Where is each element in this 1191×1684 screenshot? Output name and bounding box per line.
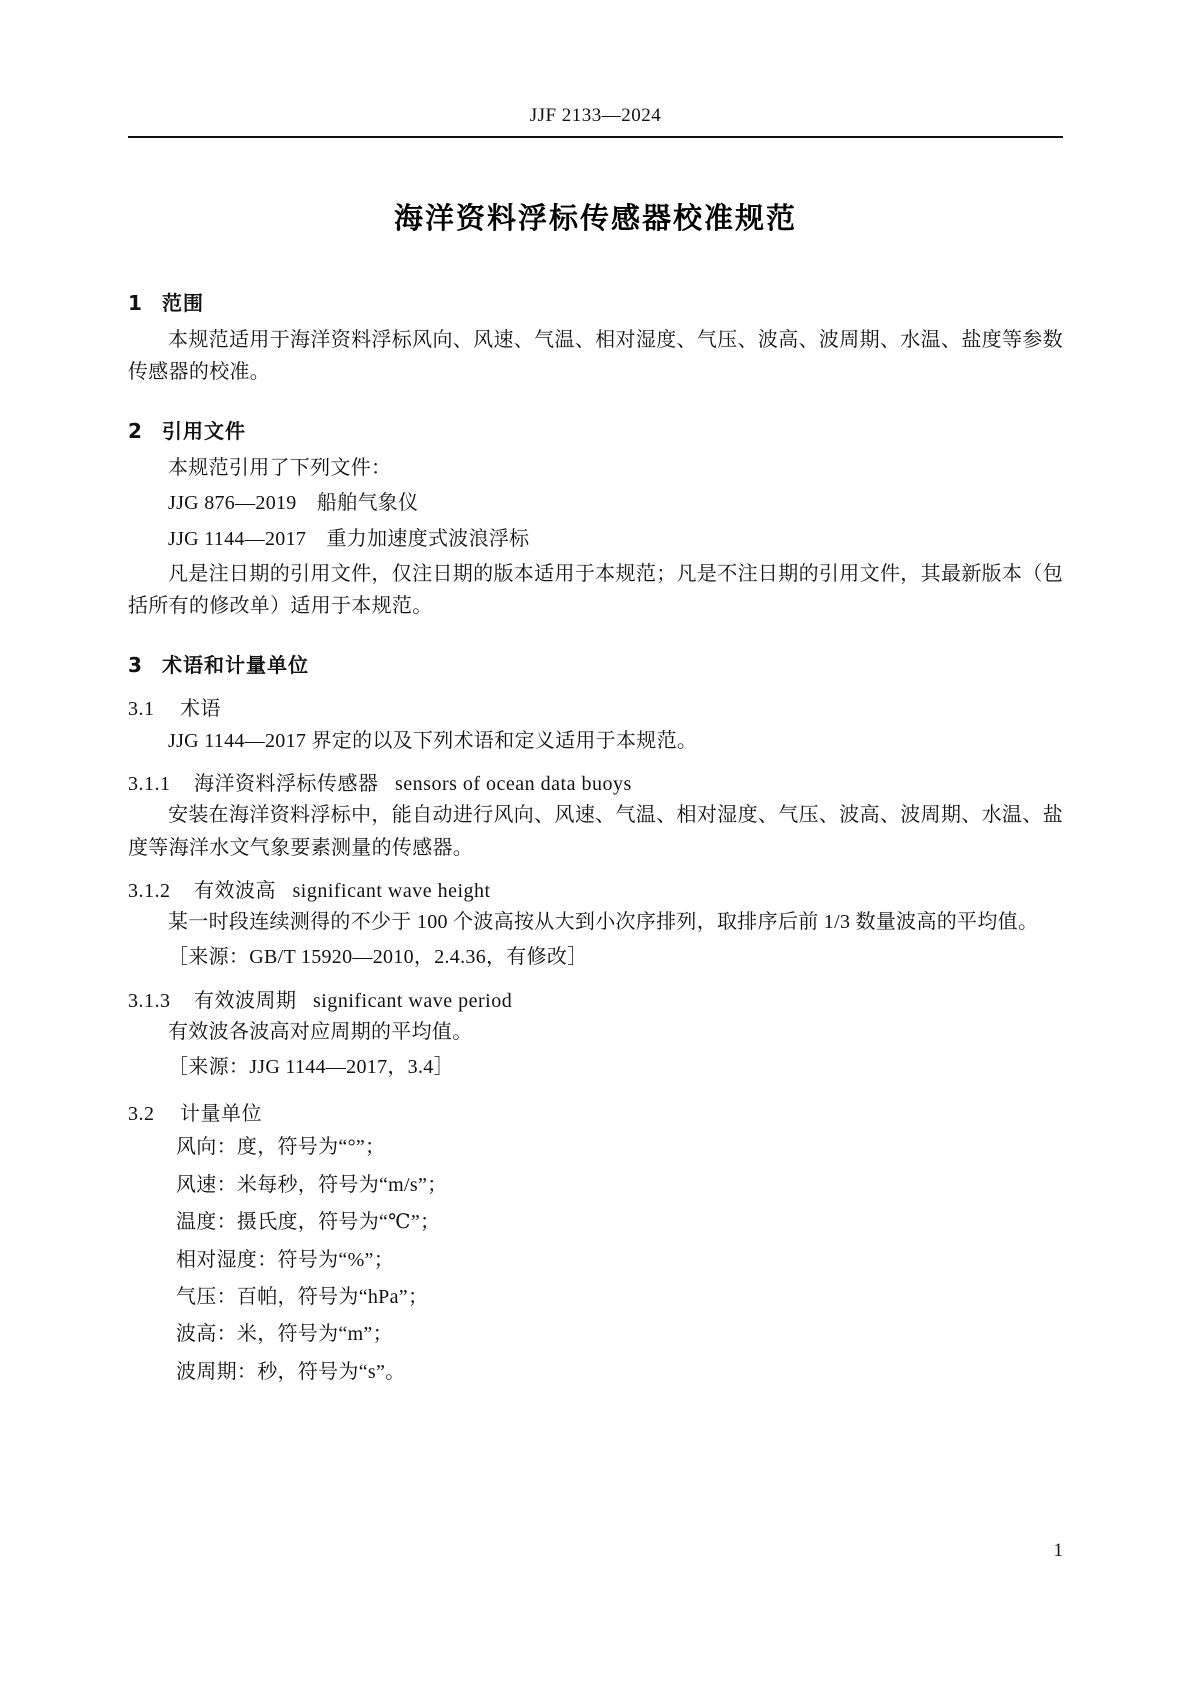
subsection-number-3-1: 3.1 bbox=[128, 697, 155, 720]
subsection-3-1-1-paragraph: 安装在海洋资料浮标中，能自动进行风向、风速、气温、相对湿度、气压、波高、波周期、水温、盐度等海洋水文气象要素测量的传感器。 bbox=[128, 804, 1063, 859]
page-number: 1 bbox=[1053, 1540, 1063, 1561]
section-number-2: 2 bbox=[128, 418, 143, 443]
term-cn-3-1-2: 有效波高 bbox=[194, 879, 276, 902]
unit-item-temperature: 温度：摄氏度，符号为“℃”； bbox=[176, 1211, 441, 1234]
unit-item-wave-height: 波高：米，符号为“m”； bbox=[176, 1323, 393, 1346]
term-cn-3-1-1: 海洋资料浮标传感器 bbox=[194, 773, 379, 796]
section-number-1: 1 bbox=[128, 291, 143, 315]
term-en-3-1-2: significant wave height bbox=[292, 879, 491, 902]
subsection-heading-3-1-1 bbox=[128, 767, 1063, 796]
unit-item-wind-direction: 风向：度，符号为“°”； bbox=[176, 1136, 386, 1159]
subsection-title-3-2: 计量单位 bbox=[180, 1103, 262, 1126]
reference-item-1: JJG 876—2019 船舶气象仪 bbox=[168, 492, 419, 515]
section-heading-3 bbox=[128, 649, 1063, 678]
section-number-3: 3 bbox=[128, 652, 143, 677]
term-cn-3-1-3: 有效波周期 bbox=[194, 989, 297, 1012]
subsection-number-3-1-2: 3.1.2 bbox=[128, 879, 171, 902]
subsection-3-1-3-paragraph: 有效波各波高对应周期的平均值。 bbox=[168, 1020, 473, 1043]
section-heading-2 bbox=[128, 415, 1063, 444]
unit-item-wind-speed: 风速：米每秒，符号为“m/s”； bbox=[176, 1173, 448, 1196]
subsection-number-3-2: 3.2 bbox=[128, 1103, 155, 1126]
subsection-3-1-2-source: ［来源：GB/T 15920—2010，2.4.36，有修改］ bbox=[168, 946, 588, 969]
section-title-3: 术语和计量单位 bbox=[162, 652, 309, 677]
unit-item-wave-period: 波周期：秒，符号为“s”。 bbox=[176, 1360, 406, 1383]
subsection-3-1-3-source: ［来源：JJG 1144—2017，3.4］ bbox=[168, 1056, 454, 1079]
section-title-1: 范围 bbox=[162, 291, 204, 315]
subsection-heading-3-1 bbox=[128, 692, 1063, 721]
page-header: JJF 2133—2024 bbox=[529, 105, 662, 126]
subsection-3-1-2-paragraph: 某一时段连续测得的不少于 100 个波高按从大到小次序排列，取排序后前 1/3 数量波高的平均值。 bbox=[168, 910, 1039, 933]
term-en-3-1-3: significant wave period bbox=[313, 989, 513, 1012]
section-2-paragraph-1: 本规范引用了下列文件： bbox=[168, 456, 392, 479]
subsection-heading-3-1-2 bbox=[128, 874, 1063, 903]
subsection-title-3-1: 术语 bbox=[180, 697, 221, 720]
section-title-2: 引用文件 bbox=[162, 418, 246, 443]
subsection-3-1-paragraph: JJG 1144—2017 界定的以及下列术语和定义适用于本规范。 bbox=[168, 729, 698, 752]
subsection-heading-3-2 bbox=[128, 1097, 1063, 1126]
subsection-number-3-1-1: 3.1.1 bbox=[128, 773, 171, 796]
term-en-3-1-1: sensors of ocean data buoys bbox=[395, 773, 632, 796]
subsection-number-3-1-3: 3.1.3 bbox=[128, 989, 171, 1012]
reference-item-2: JJG 1144—2017 重力加速度式波浪浮标 bbox=[168, 527, 530, 550]
section-2-paragraph-2: 凡是注日期的引用文件，仅注日期的版本适用于本规范；凡是不注日期的引用文件，其最新版本（包括所有的修改单）适用于本规范。 bbox=[128, 562, 1063, 618]
unit-item-pressure: 气压：百帕，符号为“hPa”； bbox=[176, 1286, 429, 1309]
document-body bbox=[128, 180, 1063, 1393]
page-title: 海洋资料浮标传感器校准规范 bbox=[393, 201, 797, 235]
header-divider bbox=[128, 136, 1063, 138]
subsection-heading-3-1-3 bbox=[128, 984, 1063, 1013]
section-heading-1 bbox=[128, 287, 1063, 316]
section-1-paragraph-1: 本规范适用于海洋资料浮标风向、风速、气温、相对湿度、气压、波高、波周期、水温、盐度等参数传感器的校准。 bbox=[128, 329, 1063, 384]
unit-item-humidity: 相对湿度：符号为“%”； bbox=[176, 1248, 395, 1271]
